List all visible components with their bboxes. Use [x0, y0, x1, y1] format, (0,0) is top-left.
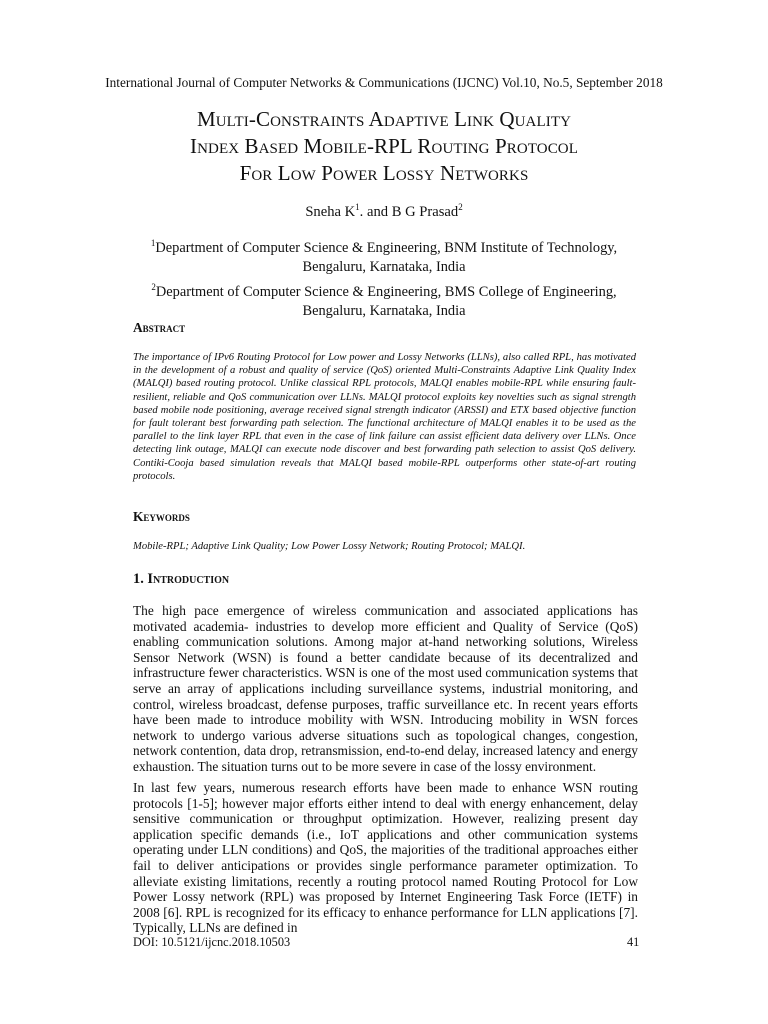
- paper-title: [60, 106, 708, 187]
- doi: DOI: 10.5121/ijcnc.2018.10503: [133, 935, 291, 949]
- author-2-sup: 2: [458, 202, 463, 212]
- author-separator: . and: [359, 203, 392, 220]
- author-line: [0, 202, 768, 221]
- section-title: Introduction: [147, 571, 230, 587]
- affiliation-1-line-2: Bengaluru, Karnataka, India: [302, 259, 466, 276]
- affiliation-2-text: Department of Computer Science & Engineering, BMS College of Engineering,: [155, 283, 617, 300]
- author-1-sup: 1: [355, 202, 360, 212]
- section-number: 1.: [133, 571, 148, 587]
- abstract-text: The importance of IPv6 Routing Protocol for Low power and Lossy Networks (LLNs), also called RPL, has motivated in the development of a robust and quality of service (QoS) oriented Multi-Constraints Adaptive Link Quality Index (MALQI) based routing protocol. Unlike classical RPL protocols, MALQI enables mobile-RPL while ensuring fault-resilient, reliable and QoS communication over LLNs. MALQI protocol exploits key novelties such as signal strength based mobile node positioning, average received signal strength indicator (ARSSI) and ETX based objective function for fault tolerant best forwarding path selection. The functional architecture of MALQI enables it to be used as the parallel to the link layer RPL that even in the case of link failure can assist efficient data delivery over LLNs. Once detecting link outage, MALQI can execute node discover and best forwarding path selection to assist QoS delivery. Contiki-Cooja based simulation reveals that MALQI based mobile-RPL outperforms other state-of-art routing protocols.: [133, 352, 636, 482]
- affiliation-1-sup: 1: [150, 238, 156, 248]
- affiliation-2-sup: 2: [151, 281, 156, 292]
- affiliation-2-line-2: Bengaluru, Karnataka, India: [302, 303, 466, 320]
- keywords-text: Mobile-RPL; Adaptive Link Quality; Low Power Lossy Network; Routing Protocol; MALQI.: [133, 541, 526, 552]
- intro-paragraph-1: The high pace emergence of wireless communication and associated applications has motivated academia- industries to develop more efficient and Quality of Service (QoS) enabling communication solutions. Among major at-hand networking solutions, Wireless Sensor Network (WSN) is found a better candidate because of its decentralized and infrastructure fewer characteristics. WSN is one of the most used communication systems that serve an array of applications including surveillance systems, industrial monitoring, and control, wireless broadcast, defense purposes, traffic surveillance etc. In recent years efforts have been made to introduce mobility with WSN. Introducing mobility in WSN forces network to undergo various adverse situations such as topological changes, congestion, network contention, data drop, retransmission, end-to-end delay, increased latency and energy exhaustion. The situation turns out to be more severe in case of the lossy environment.: [133, 603, 638, 774]
- keywords-heading: Keywords: [133, 509, 190, 524]
- title-line-2: Index Based Mobile-RPL Routing Protocol: [189, 134, 579, 158]
- affiliation-1-text: Department of Computer Science & Engineering, BNM Institute of Technology,: [155, 239, 618, 256]
- abstract-heading: Abstract: [133, 320, 186, 335]
- author-2: B G Prasad: [391, 203, 459, 220]
- affiliation-2-line-1: [80, 278, 688, 302]
- journal-header: International Journal of Computer Networks & Communications (IJCNC) Vol.10, No.5, September 2018: [105, 75, 663, 90]
- affiliation-1-line-1: [80, 234, 688, 258]
- title-line-1: Multi-Constraints Adaptive Link Quality: [196, 107, 572, 131]
- intro-paragraph-2: In last few years, numerous research efforts have been made to enhance WSN routing protocols [1-5]; however major efforts either intend to deal with energy enhancement, delay sensitive communication or throughput optimization. However, realizing present day application specific demands (i.e., IoT applications and other communication systems operating under LLN conditions) and QoS, the majorities of the traditional approaches either fail to deliver anticipations or provides single performance parameter optimization. To alleviate existing limitations, recently a routing protocol named Routing Protocol for Low Power Lossy network (RPL) was proposed by Internet Engineering Task Force (IETF) in 2008 [6]. RPL is recognized for its efficacy to enhance performance for LLN applications [7]. Typically, LLNs are defined in: [133, 780, 638, 936]
- introduction-heading: [133, 571, 229, 588]
- affiliations: [80, 234, 688, 322]
- author-1: Sneha K: [305, 203, 356, 220]
- page-number: 41: [627, 935, 640, 949]
- title-line-3: For Low Power Lossy Networks: [239, 161, 529, 185]
